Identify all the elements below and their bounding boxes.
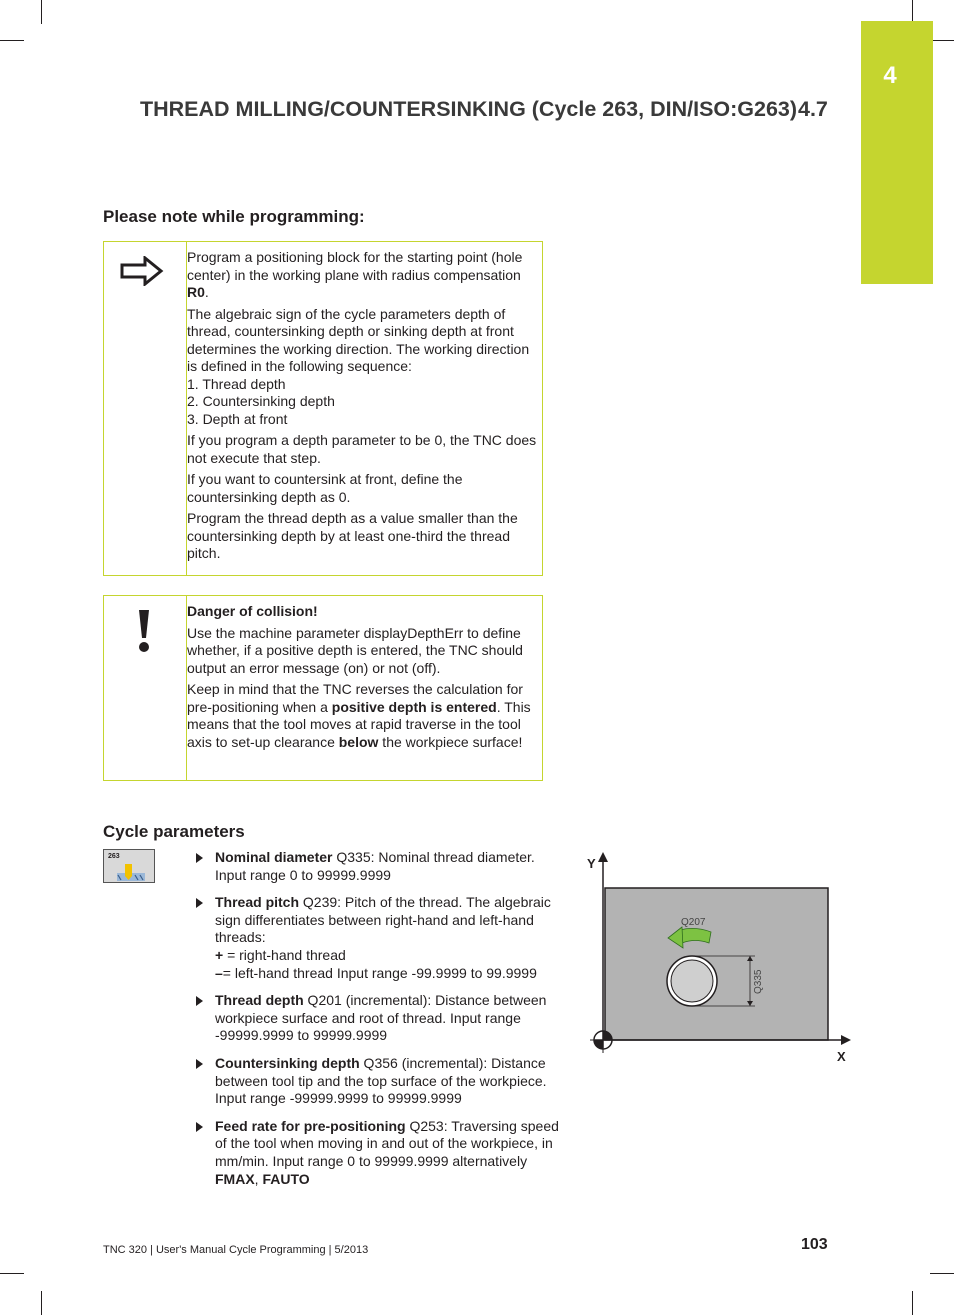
exclamation-icon — [136, 608, 152, 659]
warning-text-run: the workpiece surface! — [378, 733, 523, 750]
note-box — [103, 241, 543, 576]
note-bold-run: R0 — [187, 284, 205, 300]
note-paragraph: If you want to countersink at front, define the countersinking depth as 0. — [187, 471, 463, 505]
cycle-263-softkey — [103, 849, 155, 883]
x-axis-arrow — [841, 1035, 851, 1045]
warning-text-run: . This means that the tool moves at rapid traverse in the tool axis to set-up clearance — [187, 698, 531, 750]
param-description: Q239: Pitch of the thread. The algebraic sign differentiates between right-hand and left-hand threads: — [215, 894, 551, 946]
warning-title: Danger of collision! — [187, 603, 318, 619]
param-description: = right-hand thread — [223, 946, 346, 963]
x-axis-label: X — [837, 1049, 846, 1064]
thread-tool-icon — [117, 864, 145, 881]
sequence-item: 2. Countersinking depth — [187, 393, 335, 409]
warning-text-run: Keep in mind that the TNC reverses the calculation for pre-positioning when a — [187, 681, 523, 715]
page-number: 103 — [801, 1236, 828, 1253]
crop-mark — [930, 1273, 954, 1274]
note-text — [187, 249, 537, 567]
sequence-item: 3. Depth at front — [187, 410, 288, 427]
triangle-bullet-icon — [196, 853, 203, 863]
thread-milling-diagram — [585, 848, 855, 1068]
y-axis-arrow — [598, 852, 608, 862]
crop-mark — [41, 0, 42, 24]
param-keyword: FAUTO — [262, 1170, 310, 1187]
feed-arc — [680, 928, 711, 943]
y-axis-label: Y — [587, 856, 596, 871]
note-paragraph: Program the thread depth as a value smaller than the countersinking depth by at least one-third the thread pitch. — [187, 510, 518, 561]
sequence-item: 1. Thread depth — [187, 375, 286, 392]
note-paragraph — [187, 249, 537, 302]
param-description: Q356 (incremental): Distance between tool tip and the top surface of the workpiece. Input range -99999.9999 to 99999.9999 — [215, 1054, 547, 1107]
arrow-right-icon — [120, 256, 164, 291]
parameter-list — [196, 849, 561, 1198]
chapter-number: 4 — [883, 62, 897, 89]
crop-mark — [930, 40, 954, 41]
workpiece-rect — [605, 888, 828, 1040]
crop-mark — [912, 1291, 913, 1315]
thread-tool — [671, 960, 713, 1002]
param-item — [196, 1055, 561, 1108]
triangle-bullet-icon — [196, 1059, 203, 1069]
crop-mark — [0, 40, 24, 41]
note-paragraph: If you program a depth parameter to be 0, the TNC does not execute that step. — [187, 432, 537, 466]
running-header-section: 4.7 — [798, 97, 828, 121]
param-separator: , — [254, 1170, 263, 1187]
param-item — [196, 1118, 561, 1188]
param-name: Thread depth — [215, 992, 304, 1009]
note-paragraph: The algebraic sign of the cycle parameters depth of thread, countersinking depth or sinking depth at front determines the working direction. The working direction is defined in the following sequence: — [187, 305, 530, 374]
note-text-run: Program a positioning block for the starting point (hole center) in the working plane with radius compensation — [187, 249, 523, 283]
triangle-bullet-icon — [196, 898, 203, 908]
softkey-label: 263 — [108, 853, 120, 860]
warning-paragraph: Use the machine parameter displayDepthErr to define whether, if a positive depth is entered, the TNC should output an error message (on) or not (off). — [187, 624, 523, 676]
param-name: Countersinking depth — [215, 1054, 360, 1071]
param-item — [196, 992, 561, 1045]
warning-bold-run: positive depth is entered — [331, 698, 497, 715]
crop-mark — [41, 1291, 42, 1315]
origin-quadrant — [594, 1040, 603, 1049]
triangle-bullet-icon — [196, 1122, 203, 1132]
param-keyword: FMAX — [215, 1170, 255, 1187]
footer-text: TNC 320 | User's Manual Cycle Programming | 5/2013 — [103, 1244, 369, 1256]
q207-label: Q207 — [681, 917, 706, 928]
note-heading: Please note while programming: — [103, 207, 365, 226]
param-item — [196, 894, 561, 982]
warning-bold-run: below — [338, 733, 379, 750]
param-description: Q335: Nominal thread diameter. Input range 0 to 99999.9999 — [215, 849, 535, 883]
note-text-run: . — [204, 284, 209, 300]
crop-mark — [0, 1273, 24, 1274]
q335-label: Q335 — [753, 969, 764, 994]
param-name: Nominal diameter — [215, 849, 333, 865]
triangle-bullet-icon — [196, 996, 203, 1006]
warning-paragraph — [187, 681, 537, 751]
param-sign: – — [215, 964, 223, 981]
warning-text — [187, 603, 537, 755]
running-header-title: THREAD MILLING/COUNTERSINKING (Cycle 263, DIN/ISO:G263) — [140, 97, 798, 121]
param-name: Feed rate for pre-positioning — [215, 1117, 406, 1134]
param-name: Thread pitch — [215, 894, 300, 911]
param-sign: + — [215, 946, 224, 963]
param-item — [196, 849, 561, 884]
param-description: Q253: Traversing speed of the tool when moving in and out of the workpiece, in mm/min. Input range 0 to 99999.9999 alternatively — [215, 1117, 559, 1169]
param-description: Q201 (incremental): Distance between workpiece surface and root of thread. Input range -99999.9999 to 99999.9999 — [215, 992, 547, 1044]
chapter-tab — [861, 21, 933, 284]
cycle-parameters-heading: Cycle parameters — [103, 822, 245, 841]
warning-box — [103, 595, 543, 781]
param-description: = left-hand thread Input range -99.9999 to 99.9999 — [222, 964, 537, 981]
